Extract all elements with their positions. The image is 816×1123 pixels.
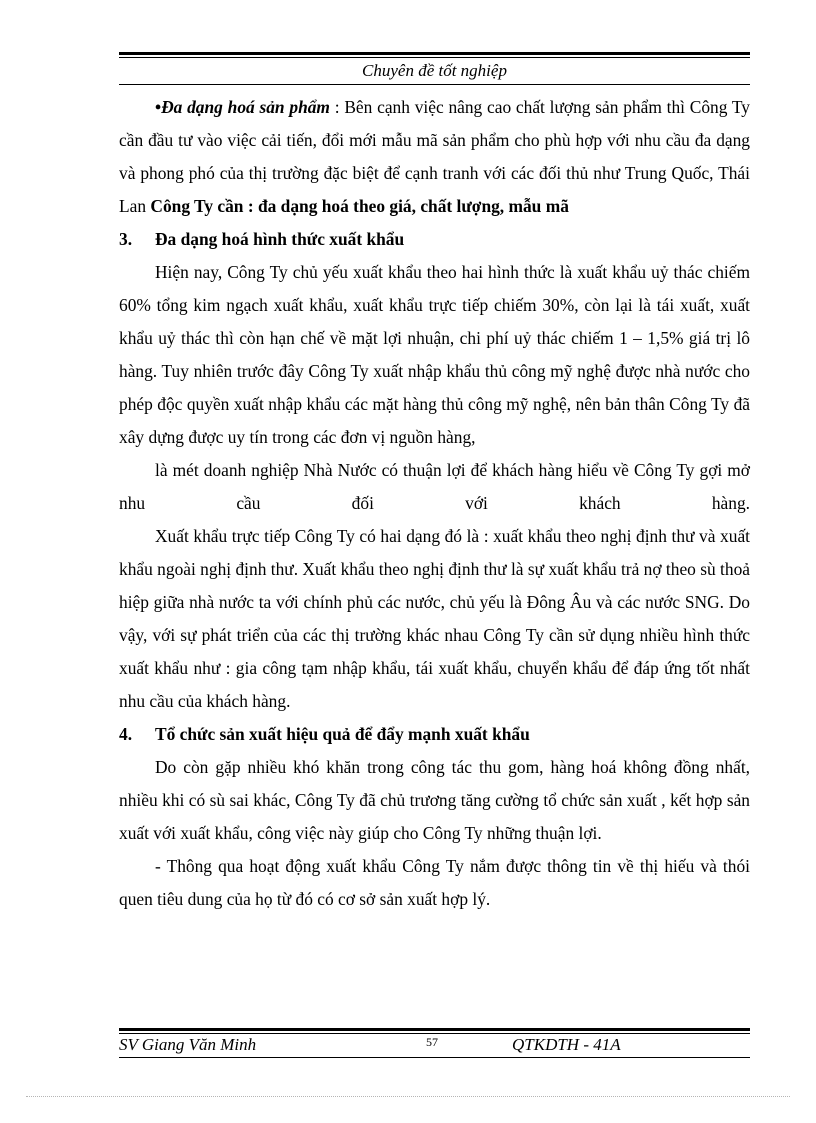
footer-page-number: 57 — [426, 1035, 438, 1049]
header-rule-thin — [119, 57, 750, 58]
header-rule-thick — [119, 52, 750, 55]
footer-rule-thick — [119, 1028, 750, 1031]
section-title: Tổ chức sản xuất hiệu quả để đẩy mạnh xuất khẩu — [155, 724, 530, 744]
footer-class-code: QTKDTH - 41A — [512, 1035, 621, 1054]
paragraph-state-enterprise: là mét doanh nghiệp Nhà Nước có thuận lợi để khách hàng hiểu về Công Ty gợi mở nhu cầu đối với khách hàng. — [119, 460, 750, 513]
section-title: Đa dạng hoá hình thức xuất khẩu — [155, 229, 405, 249]
paragraph-product-diversification — [119, 91, 750, 223]
paragraph-text: : Bên cạnh việc nâng cao chất lượng sản phẩm thì Công Ty cần đầu tư vào việc cải tiến, đổi mới mẫu mã sản phẩm cho phù hợp với nhu cầu đa dạng và phong phó của thị trường đặc biệt để cạnh tranh với các đối thủ như Trung Quốc, Thái Lan — [119, 97, 750, 216]
section-heading-4 — [119, 718, 750, 751]
paragraph-export-forms: Hiện nay, Công Ty chủ yếu xuất khẩu theo hai hình thức là xuất khẩu uỷ thác chiếm 60% tổng kim ngạch xuất khẩu, xuất khẩu trực tiếp chiếm 30%, còn lại là tái xuất, xuất khẩu uỷ thác thì còn hạn chế về mặt lợi nhuận, chi phí uỷ thác chiếm 1 – 1,5% giá trị lô hàng. Tuy nhiên trước đây Công Ty xuất nhập khẩu thủ công mỹ nghệ được nhà nước cho phép độc quyền xuất nhập khẩu các mặt hàng thủ công mỹ nghệ, nên bản thân Công Ty đã xây dựng được uy tín trong các đơn vị nguồn hàng, — [119, 262, 750, 447]
section-number: 4. — [119, 724, 133, 744]
bold-conclusion: Công Ty cần : đa dạng hoá theo giá, chất lượng, mẫu mã — [150, 196, 569, 216]
section-heading-3 — [119, 223, 750, 256]
bullet-icon: • — [155, 97, 162, 117]
document-body — [119, 91, 750, 916]
footer-student-name: SV Giang Văn Minh — [119, 1035, 257, 1054]
paragraph-direct-export: Xuất khẩu trực tiếp Công Ty có hai dạng đó là : xuất khẩu theo nghị định thư và xuất khẩu ngoài nghị định thư. Xuất khẩu theo nghị định thư là sự xuất khẩu trả nợ theo sù thoả hiệp giữa nhà nước ta với chính phủ các nước, chủ yếu là Đông Âu và các nước SNG. Do vậy, với sự phát triển của các thị trường khác nhau Công Ty cần sử dụng nhiều hình thức xuất khẩu như : gia công tạm nhập khẩu, tái xuất khẩu, chuyển khẩu để đáp ứng tốt nhất nhu cầu của khách hàng. — [119, 526, 750, 711]
paragraph-market-info: - Thông qua hoạt động xuất khẩu Công Ty nắm được thông tin về thị hiếu và thói quen tiêu dung của họ từ đó có cơ sở sản xuất hợp lý. — [119, 856, 750, 909]
footer-underline — [119, 1057, 750, 1058]
section-number: 3. — [119, 229, 133, 249]
header-title: Chuyên đề tốt nghiệp — [362, 61, 507, 80]
header-underline — [119, 84, 750, 85]
term-product-diversification: Đa dạng hoá sản phẩm — [161, 97, 330, 117]
paragraph-production: Do còn gặp nhiều khó khăn trong công tác thu gom, hàng hoá không đồng nhất, nhiều khi có sù sai khác, Công Ty đã chủ trương tăng cường tổ chức sản xuất , kết hợp sản xuất với xuất khẩu, công việc này giúp cho Công Ty những thuận lợi. — [119, 757, 750, 843]
page-edge-divider — [26, 1096, 790, 1097]
